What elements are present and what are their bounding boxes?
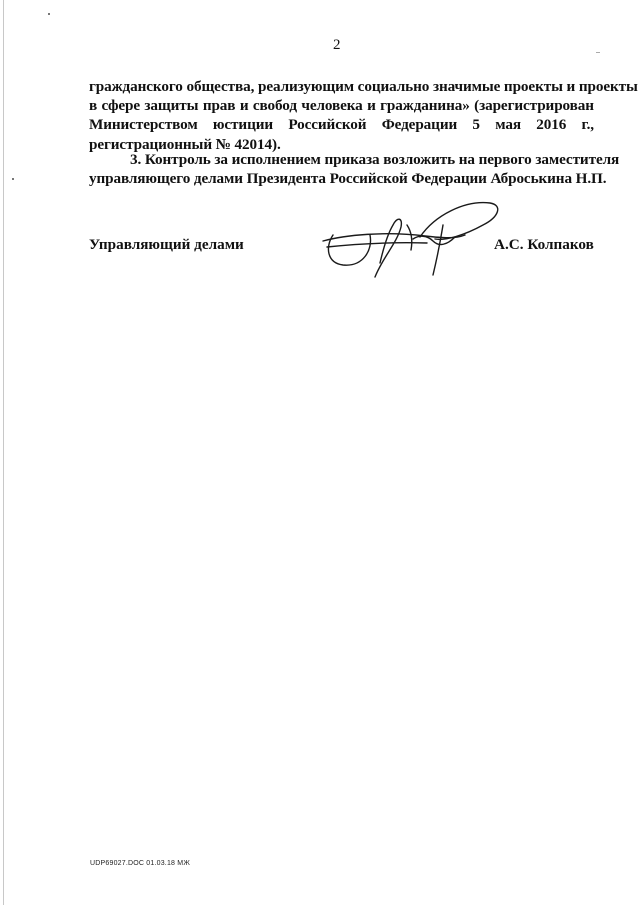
- word: гражданина»: [380, 97, 470, 115]
- scan-speck: [12, 178, 14, 180]
- page-number: 2: [333, 37, 341, 53]
- text-line: [89, 77, 638, 96]
- word: Российской: [288, 116, 367, 134]
- text-line: 3. Контроль за исполнением приказа возложить на первого заместителя: [130, 151, 620, 168]
- text-line: [89, 115, 594, 134]
- text-segment: регистрационный № 42014).: [89, 135, 281, 153]
- signatory-name: А.С. Колпаков: [494, 236, 594, 253]
- handwritten-signature: [315, 195, 505, 280]
- word: и: [239, 97, 249, 115]
- word: г.,: [581, 116, 594, 134]
- word: в: [89, 97, 98, 115]
- scan-speck: [48, 13, 50, 15]
- word: 5: [472, 116, 480, 134]
- word: сфере: [101, 97, 140, 115]
- word: и: [367, 97, 376, 115]
- word: прав: [202, 97, 236, 115]
- word: свобод: [252, 97, 297, 115]
- scan-edge: [3, 0, 4, 905]
- word: Федерации: [381, 116, 458, 134]
- word: человека: [301, 97, 363, 115]
- text-segment: гражданского общества, реализующим социально значимые проекты и проекты: [89, 78, 638, 95]
- paragraph-continuation: [89, 77, 638, 154]
- paragraph-item-3: [89, 150, 620, 188]
- text-line: [89, 96, 594, 115]
- word: Министерством: [89, 116, 198, 134]
- word: защиты: [144, 97, 199, 115]
- scan-speck: [596, 52, 600, 53]
- word: (зарегистрирован: [474, 97, 594, 115]
- word: 2016: [536, 116, 567, 134]
- signatory-title: Управляющий делами: [89, 236, 244, 253]
- text-line: управляющего делами Президента Российской Федерации Аброськина Н.П.: [89, 170, 607, 188]
- word: юстиции: [212, 116, 274, 134]
- file-reference: UDP69027.DOC 01.03.18 МЖ: [90, 860, 190, 867]
- word: мая: [495, 116, 521, 134]
